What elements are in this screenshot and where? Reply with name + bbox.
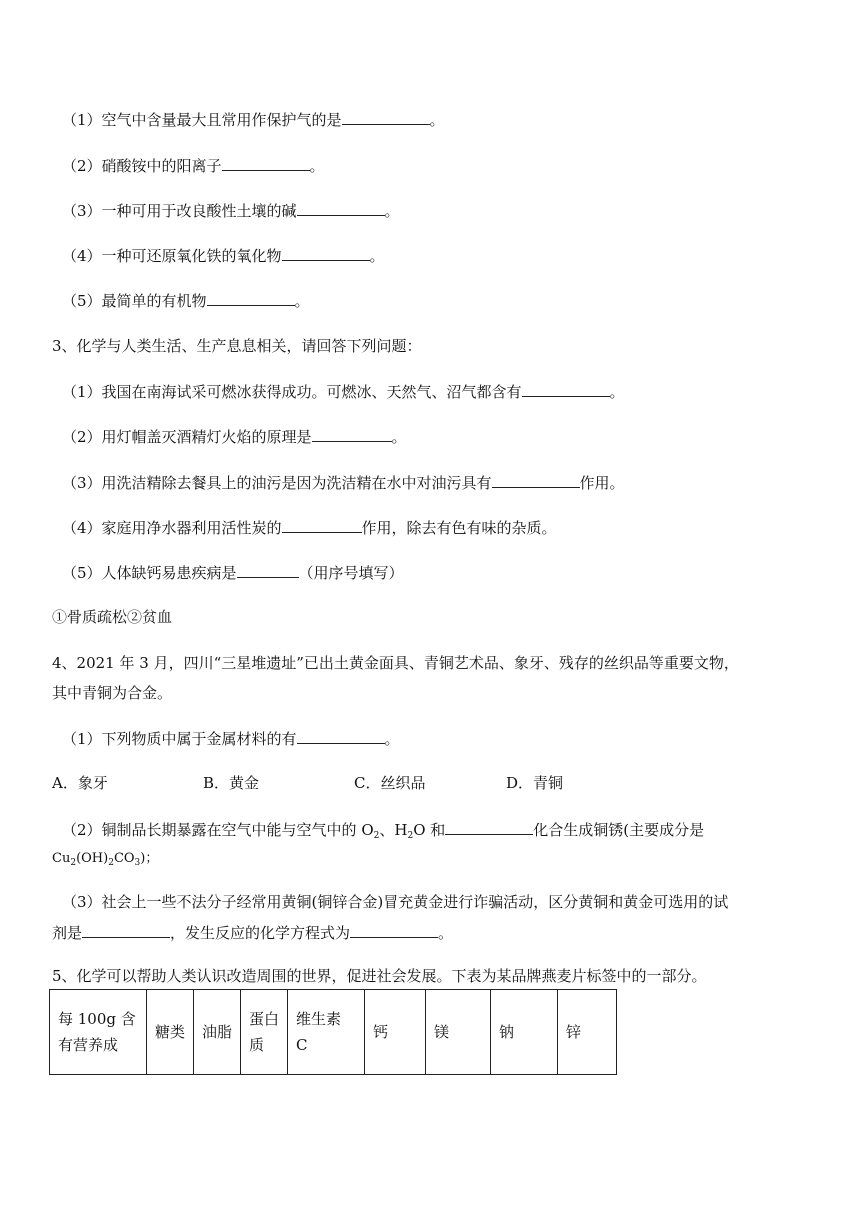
q2-item-1 <box>62 108 445 131</box>
q2-item-2 <box>62 154 325 177</box>
subscript: 2 <box>108 858 114 868</box>
q4-sub-3-text: 剂是 <box>52 924 83 942</box>
q3-item-4-text: （4）家庭用净水器利用活性炭的 <box>62 519 282 537</box>
q2-item-5-text: （5）最简单的有机物 <box>62 292 207 310</box>
q3-item-4 <box>62 516 557 539</box>
formula-part: )； <box>140 851 159 866</box>
q3-item-3 <box>62 471 625 494</box>
q3-item-1 <box>62 380 625 403</box>
nutrition-table <box>49 989 617 1075</box>
table-header-cell: 维生素 C <box>288 990 365 1075</box>
q4-sub-3-text: ，发生反应的化学方程式为 <box>170 924 351 942</box>
formula-part: CO <box>113 851 135 866</box>
q3-item-2-text: （2）用灯帽盖灭酒精灯火焰的原理是 <box>62 428 312 446</box>
q3-item-2 <box>62 425 407 448</box>
formula-part: Cu <box>52 851 71 866</box>
answer-blank[interactable] <box>350 921 438 938</box>
q4-sub-2-text: （2）铜制品长期暴露在空气中能与空气中的 O <box>62 821 374 839</box>
subscript: 3 <box>134 858 141 868</box>
subscript: 2 <box>70 858 77 868</box>
option-d[interactable]: D．青铜 <box>506 774 564 792</box>
answer-blank[interactable] <box>492 471 580 488</box>
answer-blank[interactable] <box>297 199 385 216</box>
q2-item-2-end: 。 <box>309 157 325 175</box>
answer-blank[interactable] <box>297 727 385 744</box>
q4-sub-3-line-1: （3）社会上一些不法分子经常用黄铜(铜锌合金)冒充黄金进行诈骗活动，区分黄铜和黄金可选用的试 <box>62 893 729 911</box>
q3-stem: 3、化学与人类生活、生产息息相关，请回答下列问题： <box>52 337 422 355</box>
subscript: 2 <box>373 831 380 841</box>
table-header-cell: 每 100g 含有营养成 <box>50 990 147 1075</box>
answer-blank[interactable] <box>282 516 362 533</box>
table-header-cell: 锌 <box>558 990 617 1075</box>
q2-item-1-text: （1）空气中含量最大且常用作保护气的是 <box>62 111 342 129</box>
q2-item-2-text: （2）硝酸铵中的阳离子 <box>62 157 222 175</box>
q3-item-3-end: 作用。 <box>579 474 625 492</box>
q4-stem-line-1: 4、2021 年 3 月，四川“三星堆遗址”已出土黄金面具、青铜艺术品、象牙、残存的丝织品等重要文物， <box>52 654 739 672</box>
table-header-cell: 糖类 <box>147 990 194 1075</box>
answer-blank[interactable] <box>82 921 170 938</box>
table-row <box>50 990 617 1075</box>
q4-stem-line-2: 其中青铜为合金。 <box>52 684 173 702</box>
q3-item-5 <box>62 561 404 584</box>
answer-blank[interactable] <box>207 289 295 306</box>
answer-blank[interactable] <box>282 244 370 261</box>
q3-item-1-end: 。 <box>609 383 625 401</box>
q4-sub-3-text: 。 <box>438 924 454 942</box>
option-c[interactable]: C．丝织品 <box>354 774 426 792</box>
q4-sub-1-text: （1）下列物质中属于金属材料的有 <box>62 730 297 748</box>
table-header-cell: 钙 <box>365 990 426 1075</box>
q2-item-3-end: 。 <box>384 202 400 220</box>
option-b[interactable]: B．黄金 <box>203 774 260 792</box>
formula-part: (OH) <box>76 851 109 866</box>
answer-blank[interactable] <box>237 561 299 578</box>
q3-item-4-end: 作用，除去有色有味的杂质。 <box>361 519 557 537</box>
option-a[interactable]: A．象牙 <box>52 774 108 792</box>
q3-item-1-text: （1）我国在南海试采可燃冰获得成功。可燃冰、天然气、沼气都含有 <box>62 383 522 401</box>
answer-blank[interactable] <box>445 818 533 835</box>
q3-item-5-end: （用序号填写） <box>298 564 404 582</box>
table-header-cell: 蛋白质 <box>241 990 288 1075</box>
q3-item-3-text: （3）用洗洁精除去餐具上的油污是因为洗洁精在水中对油污具有 <box>62 474 492 492</box>
q2-item-1-end: 。 <box>429 111 445 129</box>
q3-item-5-text: （5）人体缺钙易患疾病是 <box>62 564 237 582</box>
q4-sub-2-text: O 和 <box>413 821 446 839</box>
q5-stem: 5、化学可以帮助人类认识改造周围的世界，促进社会发展。下表为某品牌燕麦片标签中的一部分。 <box>52 967 707 985</box>
q4-sub-2-line-1 <box>62 818 704 847</box>
table-header-cell: 镁 <box>426 990 491 1075</box>
q2-item-3-text: （3）一种可用于改良酸性土壤的碱 <box>62 202 297 220</box>
q2-item-5-end: 。 <box>294 292 310 310</box>
q2-item-5 <box>62 289 310 312</box>
q4-sub-2-text: 化合生成铜锈(主要成分是 <box>533 821 705 839</box>
q4-sub-1-end: 。 <box>384 730 400 748</box>
table-header-cell: 钠 <box>491 990 558 1075</box>
q3-item-2-end: 。 <box>391 428 407 446</box>
q4-sub-2-text: 、H <box>379 821 408 839</box>
q4-sub-3-line-2 <box>52 921 453 944</box>
q2-item-4-end: 。 <box>369 247 385 265</box>
q3-choices: ①骨质疏松②贫血 <box>52 608 173 626</box>
answer-blank[interactable] <box>222 154 310 171</box>
answer-blank[interactable] <box>312 425 392 442</box>
table-header-cell: 油脂 <box>194 990 241 1075</box>
subscript: 2 <box>407 831 414 841</box>
q2-item-4 <box>62 244 385 267</box>
q2-item-4-text: （4）一种可还原氧化铁的氧化物 <box>62 247 282 265</box>
q4-options <box>52 772 612 794</box>
q4-sub-1 <box>62 727 400 750</box>
q2-item-3 <box>62 199 400 222</box>
answer-blank[interactable] <box>522 380 610 397</box>
q4-sub-2-line-2 <box>52 848 158 874</box>
answer-blank[interactable] <box>342 108 430 125</box>
